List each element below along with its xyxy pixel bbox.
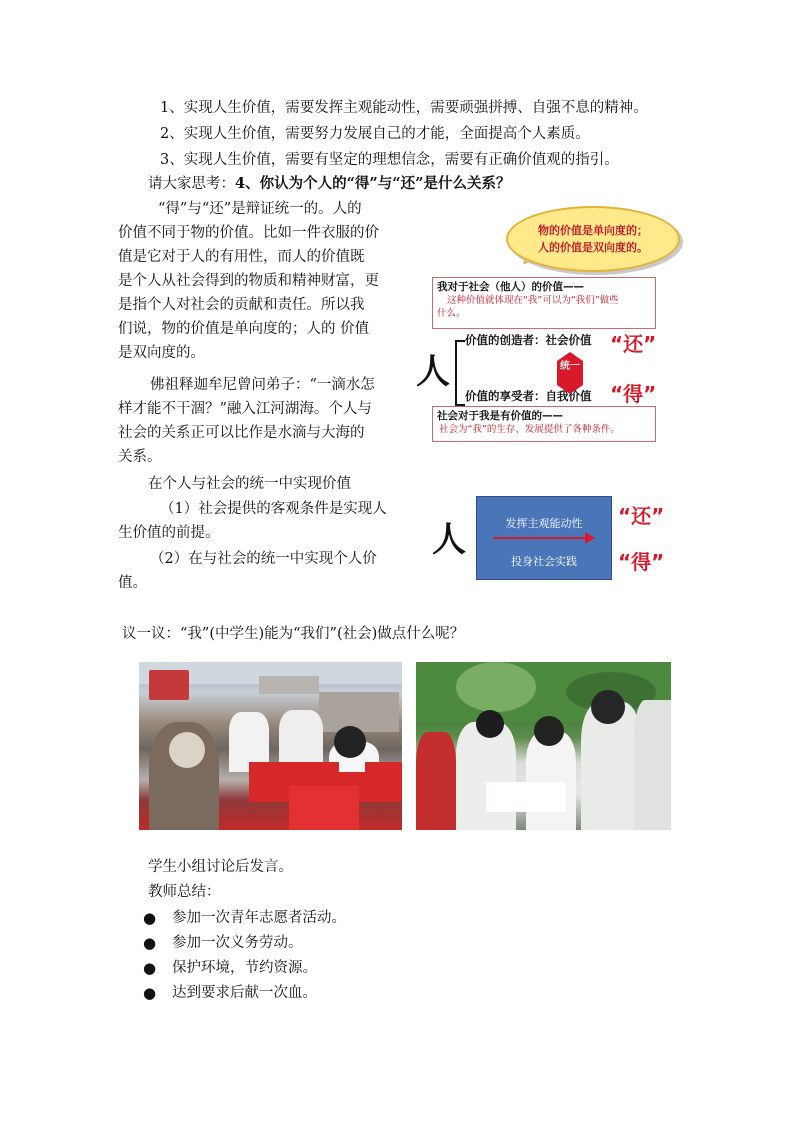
list-item: 保护环境，节约资源。 — [172, 960, 317, 976]
arrow-right-icon — [493, 537, 587, 539]
para1-line: 值是它对于人的有用性，而人的价值既 — [118, 249, 365, 265]
top-box-sub: 这种价值就体现在“我”可以为“我们”做些 — [447, 295, 619, 306]
students-photo — [416, 662, 671, 830]
return-label: “还” — [618, 504, 665, 528]
question-text: 4、你认为个人的“得”与“还”是什么关系？ — [235, 175, 511, 192]
para1-line: 价值不同于物的价值。比如一件衣服的价 — [118, 225, 379, 241]
list-item: 达到要求后献一次血。 — [172, 985, 317, 1001]
practice-line-1: 发挥主观能动性 — [505, 517, 583, 530]
top-box-title: 我对于社会（他人）的价值—— — [437, 281, 584, 293]
person-char: 人 — [416, 352, 450, 392]
bubble-line: 物的价值是单向度的； — [538, 224, 648, 237]
top-value-box — [432, 277, 656, 329]
arrow-down-icon — [557, 385, 583, 394]
section-title: 在个人与社会的统一中实现价值 — [148, 476, 351, 492]
teacher-summary-label: 教师总结： — [148, 884, 221, 900]
gain-label: “得” — [610, 382, 657, 406]
intro-line-3: 3、实现人生价值，需要有坚定的理想信念，需要有正确价值观的指引。 — [160, 152, 619, 168]
unify-label: 统一 — [557, 361, 583, 385]
question-prefix: 请大家思考： — [148, 176, 235, 192]
list-item: 参加一次青年志愿者活动。 — [172, 910, 346, 926]
para2-line: 佛祖释迦牟尼曾问弟子：“一滴水怎 — [150, 377, 375, 393]
para1-line: “得”与“还”是辩证统一的。人的 — [158, 201, 362, 217]
bullet-icon: ● — [143, 934, 157, 952]
return-label: “还” — [610, 332, 657, 356]
para1-line: 们说，物的价值是单向度的；人的 价值 — [118, 321, 370, 337]
bottom-value-box — [432, 406, 656, 442]
para1-line: 是个人从社会得到的物质和精神财富，更 — [118, 273, 379, 289]
point2-line: （2）在与社会的统一中实现个人价 — [150, 551, 377, 567]
unify-arrows — [557, 352, 583, 394]
list-item: 参加一次义务劳动。 — [172, 935, 303, 951]
bottom-box-title: 社会对于我是有价值的—— — [437, 410, 563, 422]
bracket — [455, 340, 465, 406]
bullet-icon: ● — [143, 984, 157, 1002]
point1-line: （1）社会提供的客观条件是实现人 — [160, 501, 387, 517]
top-box-sub: 什么。 — [437, 308, 466, 319]
group-discussion-note: 学生小组讨论后发言。 — [148, 859, 293, 875]
discussion-prompt: 议一议：“我”(中学生)能为“我们”(社会)做点什么呢？ — [122, 626, 465, 642]
enjoyer-label: 价值的享受者：自我价值 — [465, 389, 592, 403]
intro-line-2: 2、实现人生价值，需要努力发展自己的才能，全面提高个人素质。 — [160, 126, 590, 142]
bubble-line: 人的价值是双向度的。 — [538, 241, 648, 254]
practice-line-2: 投身社会实践 — [511, 555, 577, 568]
gain-label: “得” — [618, 550, 665, 574]
bullet-icon: ● — [143, 959, 157, 977]
para1-line: 是双向度的。 — [118, 345, 205, 361]
bottom-box-sub: 社会为“我”的生存、发展提供了各种条件。 — [439, 424, 620, 435]
arrowhead-icon — [585, 532, 595, 544]
para1-line: 是指个人对社会的贡献和责任。所以我 — [118, 297, 365, 313]
point2-line: 值。 — [118, 575, 147, 591]
question — [148, 174, 510, 194]
practice-box — [476, 496, 612, 580]
para2-line: 关系。 — [118, 449, 162, 465]
arrow-up-icon — [557, 352, 583, 361]
para2-line: 社会的关系正可以比作是水滴与大海的 — [118, 425, 365, 441]
para2-line: 样才能不干涸？”融入江河湖海。个人与 — [118, 401, 372, 417]
point1-line: 生价值的前提。 — [118, 525, 220, 541]
bullet-icon: ● — [143, 909, 157, 927]
creator-label: 价值的创造者：社会价值 — [465, 333, 592, 347]
speech-bubble — [506, 206, 680, 272]
volunteer-photo — [139, 662, 402, 830]
person-char: 人 — [432, 520, 466, 560]
intro-line-1: 1、实现人生价值，需要发挥主观能动性，需要顽强拼搏、自强不息的精神。 — [160, 100, 648, 116]
